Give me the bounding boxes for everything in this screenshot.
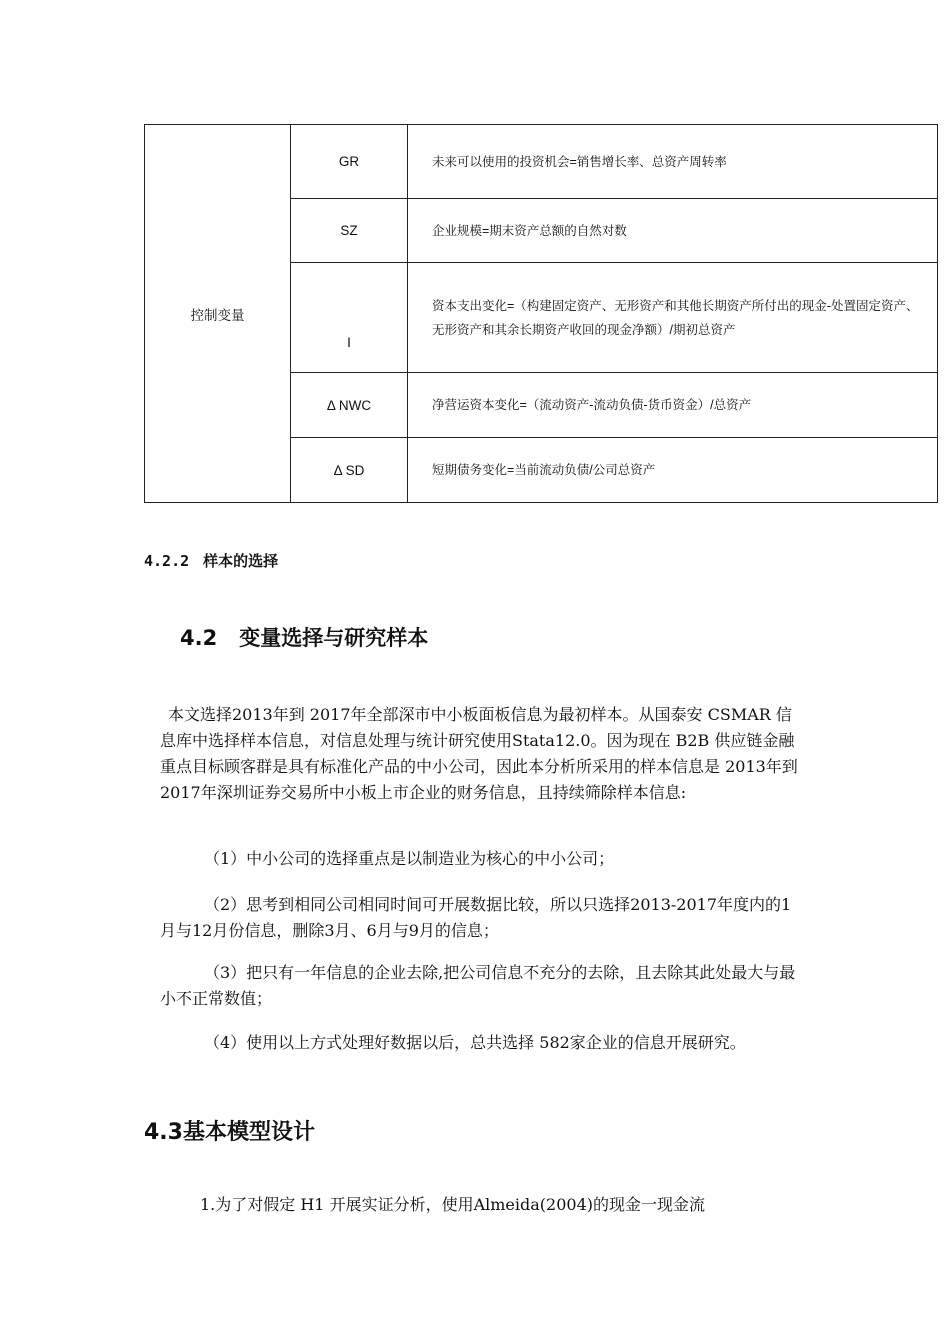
symbol-cell: Δ NWC: [291, 373, 408, 438]
section-heading-4-2: [180, 622, 428, 652]
list-item: （2）思考到相同公司相同时间可开展数据比较，所以只选择2013-2017年度内的1月与12月份信息，删除3月、6月与9月的信息；: [160, 895, 792, 940]
variables-table: [144, 124, 938, 503]
model-paragraph: 1.为了对假定 H1 开展实证分析，使用Almeida(2004)的现金一现金流: [200, 1195, 705, 1214]
definition-cell: 企业规模=期末资产总额的自然对数: [408, 199, 938, 263]
definition-cell: 未来可以使用的投资机会=销售增长率、总资产周转率: [408, 125, 938, 199]
list-item: （3）把只有一年信息的企业去除,把公司信息不充分的去除，且去除其此处最大与最小不正常数值；: [160, 963, 796, 1008]
definition-cell: 资本支出变化=（构建固定资产、无形资产和其他长期资产所付出的现金-处置固定资产、无形资产和其余长期资产收回的现金净额）/期初总资产: [408, 263, 938, 373]
category-cell: 控制变量: [145, 125, 291, 503]
section-title: 变量选择与研究样本: [239, 626, 429, 650]
symbol-cell: I: [291, 263, 408, 373]
symbol-cell: Δ SD: [291, 438, 408, 503]
subsection-heading: [144, 550, 278, 571]
definition-cell: 净营运资本变化=（流动资产-流动负债-货币资金）/总资产: [408, 373, 938, 438]
definition-cell: 短期债务变化=当前流动负债/公司总资产: [408, 438, 938, 503]
list-item: （4）使用以上方式处理好数据以后，总共选择 582家企业的信息开展研究。: [204, 1033, 746, 1052]
section-heading-4-3: 4.3基本模型设计: [144, 1120, 315, 1145]
intro-paragraph: 本文选择2013年到 2017年全部深市中小板面板信息为最初样本。从国泰安 CSMAR 信息库中选择样本信息，对信息处理与统计研究使用Stata12.0。因为现在 B2B 供应链金融重点目标顾客群是具有标准化产品的中小公司，因此本分析所采用的样本信息是 2013年到2017年深圳证券交易所中小板上市企业的财务信息，且持续筛除样本信息:: [160, 705, 798, 802]
symbol-cell: SZ: [291, 199, 408, 263]
table-row: [145, 125, 938, 199]
section-number: 4.2: [180, 626, 218, 650]
subsection-number: 4.2.2: [144, 552, 190, 570]
symbol-cell: GR: [291, 125, 408, 199]
subsection-title: 样本的选择: [203, 552, 279, 570]
list-item: （1）中小公司的选择重点是以制造业为核心的中小公司；: [204, 849, 615, 868]
